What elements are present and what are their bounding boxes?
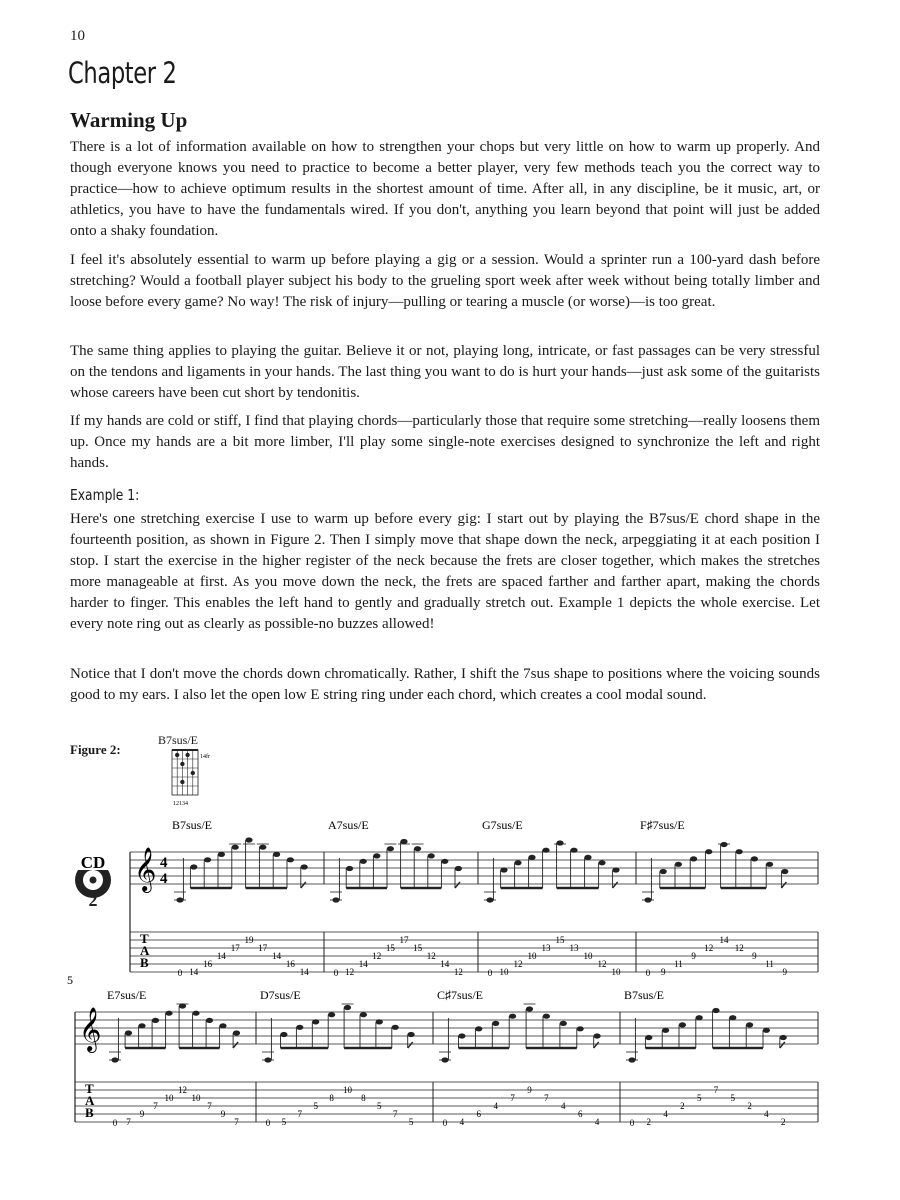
note-head	[560, 1021, 567, 1026]
note-head	[781, 869, 788, 874]
note-head	[746, 1022, 753, 1027]
note-head	[360, 1012, 367, 1017]
tab-number: 16	[285, 959, 295, 969]
tab-number: 7	[713, 1085, 719, 1095]
figure-chord-name: B7sus/E	[158, 733, 199, 747]
tab-number: 12	[704, 943, 714, 953]
note-head	[346, 866, 353, 871]
tab-number: 0	[442, 1118, 448, 1128]
tab-number: 2	[780, 1117, 786, 1127]
note-head	[570, 848, 577, 853]
chord-name: B7sus/E	[624, 988, 665, 1002]
note-head	[660, 869, 667, 874]
note-head	[428, 853, 435, 858]
tab-number: 0	[265, 1118, 271, 1128]
tab-number: 7	[297, 1109, 303, 1119]
tab-number: 17	[399, 935, 409, 945]
note-head	[400, 839, 407, 844]
tab-number: 12	[178, 1085, 187, 1095]
note-head	[204, 857, 211, 862]
tab-number: 12	[426, 951, 436, 961]
tab-number: 10	[191, 1093, 201, 1103]
note-head	[392, 1025, 399, 1030]
tab-number: 4	[493, 1101, 498, 1111]
tab-number: 4	[594, 1117, 600, 1127]
tab-number: 7	[234, 1117, 239, 1127]
tab-number: 12	[734, 943, 744, 953]
note-head	[441, 859, 448, 864]
note-head	[206, 1018, 213, 1023]
tab-number: 15	[555, 935, 565, 945]
note-head	[301, 864, 308, 869]
note-head	[645, 1035, 652, 1040]
tab-number: 10	[343, 1085, 352, 1095]
note-flag	[594, 1042, 599, 1048]
tab-number: 9	[691, 951, 696, 961]
note-head	[500, 867, 507, 872]
note-head	[584, 855, 591, 860]
tab-number: 6	[476, 1109, 482, 1119]
chord-diagram	[172, 750, 210, 807]
tab-number: 10	[499, 967, 509, 977]
tab-letter: A	[140, 943, 150, 958]
chord-name: F♯7sus/E	[640, 818, 685, 832]
note-head	[736, 849, 743, 854]
tab-number: 14	[440, 959, 450, 969]
tab-number: 9	[752, 951, 757, 961]
tab-number: 10	[583, 951, 593, 961]
note-head	[152, 1018, 159, 1023]
tab-number: 15	[413, 943, 423, 953]
tab-number: 14	[189, 967, 199, 977]
tab-number: 2	[747, 1101, 752, 1111]
note-head	[705, 849, 712, 854]
tab-number: 2	[646, 1117, 652, 1127]
tab-number: 12	[597, 959, 607, 969]
note-head	[543, 1014, 550, 1019]
note-head	[192, 1011, 199, 1016]
note-head	[259, 845, 266, 850]
note-head	[492, 1021, 499, 1026]
tab-number: 12	[345, 967, 355, 977]
tab-number: 10	[164, 1093, 174, 1103]
tab-number: 0	[645, 968, 651, 978]
chord-name: C♯7sus/E	[437, 988, 484, 1002]
example-paragraph-2: Notice that I don't move the chords down chromatically. Rather, I shift the 7sus shape to positions where the voicing sounds good to my ears. I also let the open low E string ring under each chord, which creates a cool modal sound.	[70, 666, 820, 703]
tab-number: 13	[569, 943, 579, 953]
example-heading: Example 1:	[70, 486, 140, 504]
tab-number: 10	[611, 967, 621, 977]
note-head	[190, 864, 197, 869]
note-head	[594, 1033, 601, 1038]
note-head	[165, 1011, 172, 1016]
tab-number: 12	[513, 959, 523, 969]
note-head	[376, 1019, 383, 1024]
note-head	[233, 1030, 240, 1035]
body-paragraph-1: There is a lot of information available on how to strengthen your chops but very little on how to warm up properly. And though everyone knows you need to practice to become a better player, very few methods teach you the correct way to practice—how to achieve optimum results in the shortest amount of time. After all, in any discipline, be it music, art, or athletics, you have to have the fundamentals wired. If you don't, anything you learn beyond that point will just be added onto a shaky foundation.	[70, 139, 820, 239]
note-flag	[301, 882, 306, 888]
note-head	[528, 855, 535, 860]
chapter-heading: Chapter 2	[68, 56, 177, 90]
page-number: 10	[70, 28, 85, 44]
note-flag	[613, 882, 618, 888]
note-head	[125, 1030, 132, 1035]
tab-number: 0	[333, 968, 339, 978]
music-system-1	[130, 818, 818, 978]
tab-number: 4	[764, 1109, 769, 1119]
note-head	[690, 856, 697, 861]
tab-number: 0	[112, 1118, 118, 1128]
note-head	[312, 1019, 319, 1024]
tab-number: 9	[220, 1109, 226, 1119]
chord-name: A7sus/E	[328, 818, 369, 832]
cd-badge	[74, 853, 112, 910]
note-head	[232, 845, 239, 850]
chord-diagram-fret-label: 14fr	[200, 754, 210, 760]
note-head	[612, 867, 619, 872]
note-head	[556, 840, 563, 845]
note-head	[344, 1005, 351, 1010]
tab-number: 9	[782, 967, 788, 977]
tab-number: 14	[272, 951, 282, 961]
note-head	[287, 857, 294, 862]
treble-clef-icon: 𝄞	[79, 1009, 102, 1051]
tab-number: 5	[281, 1117, 287, 1127]
tab-number: 8	[329, 1093, 334, 1103]
time-signature-top: 4	[160, 855, 168, 871]
tab-number: 17	[258, 943, 268, 953]
tab-number: 7	[126, 1117, 131, 1127]
tab-number: 4	[561, 1101, 566, 1111]
tab-number: 9	[527, 1085, 532, 1095]
note-head	[245, 837, 252, 842]
note-head	[328, 1012, 335, 1017]
note-head	[729, 1015, 736, 1020]
tab-number: 5	[408, 1117, 414, 1127]
tab-number: 5	[313, 1101, 318, 1111]
body-paragraph-2: I feel it's absolutely essential to warm up before playing a gig or a session. Would a sprinter run a 100-yard dash before stretching? Would a football player subject his body to the grueling sport week after week without being totally limber and loose before every game? No way! The risk of injury—pulling or tearing a muscle (or worse)—is too great.	[70, 252, 820, 310]
tab-number: 14	[299, 967, 309, 977]
body-paragraph-3: The same thing applies to playing the guitar. Believe it or not, playing long, intricate, or fast passages can be very stressful on the tendons and ligaments in your hands. The last thing you want to do is hurt your hands—just ask some of the guitarists whose careers have been cut short by tendonitis.	[70, 343, 820, 401]
note-head	[408, 1032, 415, 1037]
tab-number: 12	[372, 951, 382, 961]
note-head	[526, 1006, 533, 1011]
tab-number: 12	[453, 967, 463, 977]
cd-track: 2	[88, 890, 98, 910]
chord-name: B7sus/E	[172, 818, 213, 832]
tab-number: 11	[674, 959, 683, 969]
note-head	[763, 1028, 770, 1033]
tab-number: 16	[203, 959, 213, 969]
tab-number: 14	[358, 959, 368, 969]
tab-number: 14	[216, 951, 226, 961]
note-head	[455, 866, 462, 871]
tab-number: 5	[377, 1101, 382, 1111]
time-signature-bottom: 4	[160, 871, 168, 887]
tab-number: 9	[660, 967, 666, 977]
note-head	[598, 860, 605, 865]
tab-number: 0	[487, 968, 493, 978]
note-head	[720, 842, 727, 847]
note-head	[475, 1026, 482, 1031]
tab-number: 9	[139, 1109, 145, 1119]
note-flag	[408, 1042, 413, 1048]
note-head	[218, 852, 225, 857]
tab-number: 14	[719, 935, 729, 945]
measure-number: 5	[67, 973, 73, 987]
body-paragraph-4: If my hands are cold or stiff, I find that playing chords—particularly those that require some stretching—really loosens them up. Once my hands are a bit more limber, I'll play some single-note exercises designed to synchronize the left and right hands.	[70, 413, 820, 471]
tab-number: 7	[510, 1093, 515, 1103]
tab-number: 0	[629, 1118, 635, 1128]
note-head	[662, 1028, 669, 1033]
tab-number: 11	[765, 959, 774, 969]
tab-letter: B	[85, 1105, 94, 1120]
tab-number: 5	[696, 1093, 702, 1103]
tab-number: 15	[385, 943, 395, 953]
note-head	[542, 848, 549, 853]
note-flag	[455, 882, 460, 888]
tab-number: 5	[730, 1093, 736, 1103]
tab-number: 6	[577, 1109, 583, 1119]
note-head	[679, 1022, 686, 1027]
chord-name: D7sus/E	[260, 988, 301, 1002]
example-paragraph-1: Here's one stretching exercise I use to warm up before every gig: I start out by playing the B7sus/E chord shape in the fourteenth position, as shown in Figure 2. Then I simply move that shape down the neck, arpeggiating it at each position I stop. I start the exercise in the higher register of the neck because the frets are closer together, which makes the stretches more manageable at first. As you move down the neck, the frets are spaced farther and farther apart, making the chords harder to finger. This enables the left hand to gently and gradually stretch out. Example 1 depicts the whole exercise. Let every note ring out as clearly as possible-no buzzes allowed!	[70, 511, 820, 632]
note-head	[766, 862, 773, 867]
note-head	[219, 1023, 226, 1028]
tab-letter: T	[85, 1081, 94, 1096]
note-flag	[233, 1042, 238, 1048]
note-head	[296, 1025, 303, 1030]
note-head	[780, 1035, 787, 1040]
tab-letter: T	[140, 931, 149, 946]
chord-name: G7sus/E	[482, 818, 523, 832]
note-head	[458, 1033, 465, 1038]
tab-number: 4	[459, 1117, 465, 1127]
note-head	[751, 856, 758, 861]
chord-diagram-fingering: 12134	[173, 801, 188, 807]
tab-letter: A	[85, 1093, 95, 1108]
tab-number: 7	[544, 1093, 549, 1103]
note-head	[360, 859, 367, 864]
treble-clef-icon: 𝄞	[134, 849, 157, 891]
tab-number: 8	[361, 1093, 366, 1103]
section-title: Warming Up	[70, 108, 188, 132]
figure-label: Figure 2:	[70, 742, 121, 757]
tab-number: 17	[230, 943, 240, 953]
chord-name: E7sus/E	[107, 988, 147, 1002]
tab-number: 7	[392, 1109, 398, 1119]
cd-label: CD	[80, 853, 106, 872]
note-head	[712, 1008, 719, 1013]
tab-number: 19	[244, 935, 254, 945]
tab-number: 7	[153, 1101, 158, 1111]
tab-number: 13	[541, 943, 551, 953]
note-head	[414, 846, 421, 851]
note-head	[514, 860, 521, 865]
music-system-2	[67, 973, 818, 1128]
tab-number: 2	[680, 1101, 685, 1111]
note-head	[696, 1015, 703, 1020]
note-head	[373, 853, 380, 858]
tab-number: 10	[527, 951, 537, 961]
tab-number: 7	[207, 1101, 212, 1111]
note-head	[138, 1023, 145, 1028]
note-head	[509, 1014, 516, 1019]
note-head	[387, 846, 394, 851]
note-head	[577, 1026, 584, 1031]
note-flag	[780, 1042, 785, 1048]
tab-letter: B	[140, 955, 149, 970]
note-head	[675, 862, 682, 867]
tab-number: 0	[177, 968, 183, 978]
note-flag	[781, 882, 786, 888]
note-head	[280, 1032, 287, 1037]
tab-number: 4	[663, 1109, 668, 1119]
note-head	[273, 852, 280, 857]
